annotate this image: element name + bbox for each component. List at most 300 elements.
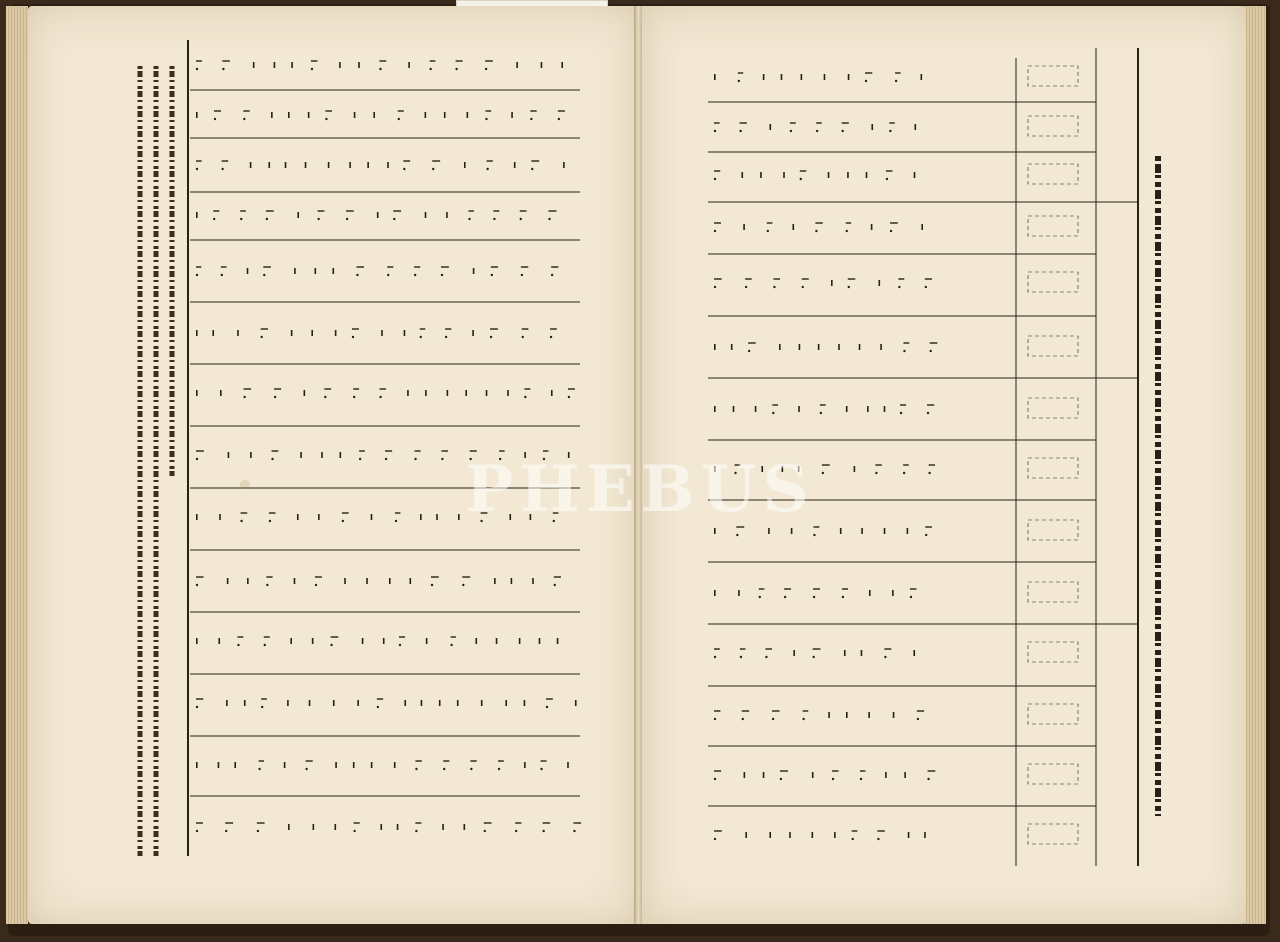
ink-mark: [196, 112, 198, 118]
ink-mark: [802, 718, 804, 720]
ink-mark: [861, 650, 863, 656]
ink-mark: [332, 268, 334, 274]
ink-mark: [714, 778, 716, 780]
ink-mark: [271, 458, 273, 460]
ink-mark: [455, 68, 457, 70]
ink-mark: [387, 274, 389, 276]
ink-mark: [253, 62, 255, 68]
ink-mark: [741, 172, 743, 178]
ink-mark: [738, 80, 740, 82]
ink-mark: [269, 520, 271, 522]
ink-mark: [714, 344, 716, 350]
ink-mark: [425, 112, 427, 118]
ink-mark: [840, 528, 842, 534]
ink-mark: [414, 458, 416, 460]
ink-mark: [311, 68, 313, 70]
ink-mark: [196, 458, 198, 460]
ink-mark: [475, 638, 477, 644]
ink-mark: [464, 162, 466, 168]
column-header-ink: [1028, 272, 1078, 292]
ink-mark: [551, 390, 553, 396]
ink-mark: [745, 286, 747, 288]
column-header-ink: [1028, 398, 1078, 418]
ink-mark: [789, 832, 791, 838]
ink-mark: [450, 644, 452, 646]
ink-mark: [548, 218, 550, 220]
ink-mark: [415, 768, 417, 770]
ink-mark: [791, 528, 793, 534]
ink-mark: [399, 644, 401, 646]
ink-mark: [266, 584, 268, 586]
ink-mark: [798, 406, 800, 412]
ink-mark: [822, 472, 824, 474]
ink-mark: [335, 824, 337, 830]
ink-mark: [813, 596, 815, 598]
ink-mark: [297, 212, 299, 218]
ink-mark: [760, 172, 762, 178]
ink-mark: [250, 452, 252, 458]
ink-mark: [765, 656, 767, 658]
ink-mark: [308, 112, 310, 118]
ink-mark: [287, 700, 289, 706]
ink-mark: [889, 130, 891, 132]
ink-mark: [790, 130, 792, 132]
ink-mark: [514, 162, 516, 168]
ink-mark: [425, 390, 427, 396]
ink-mark: [714, 178, 716, 180]
ink-mark: [485, 118, 487, 120]
ink-mark: [467, 112, 469, 118]
ink-mark: [271, 112, 273, 118]
ink-mark: [869, 590, 871, 596]
ink-mark: [445, 336, 447, 338]
ink-mark: [357, 700, 359, 706]
ink-spot: [240, 480, 250, 489]
column-header-ink: [1028, 66, 1078, 86]
ink-mark: [575, 700, 577, 706]
ink-mark: [247, 268, 249, 274]
ink-mark: [333, 700, 335, 706]
ink-mark: [321, 452, 323, 458]
ink-mark: [263, 274, 265, 276]
ink-mark: [524, 396, 526, 398]
page-edges-right: [1244, 6, 1266, 924]
ink-mark: [781, 74, 783, 80]
ink-mark: [844, 650, 846, 656]
ink-mark: [403, 168, 405, 170]
ink-mark: [779, 344, 781, 350]
ink-mark: [462, 584, 464, 586]
ink-mark: [561, 62, 563, 68]
ink-mark: [414, 274, 416, 276]
ink-mark: [563, 162, 565, 168]
ink-mark: [377, 706, 379, 708]
ink-mark: [377, 212, 379, 218]
ink-mark: [511, 112, 513, 118]
ink-mark: [291, 330, 293, 336]
ink-mark: [773, 286, 775, 288]
ink-mark: [349, 162, 351, 168]
ink-mark: [421, 700, 423, 706]
ink-mark: [408, 62, 410, 68]
ink-mark: [731, 344, 733, 350]
ink-mark: [415, 830, 417, 832]
ink-mark: [264, 644, 266, 646]
ink-mark: [439, 700, 441, 706]
ink-mark: [507, 390, 509, 396]
ink-mark: [221, 168, 223, 170]
ink-mark: [800, 178, 802, 180]
ink-mark: [927, 412, 929, 414]
ink-mark: [848, 74, 850, 80]
ink-mark: [892, 590, 894, 596]
ink-mark: [491, 274, 493, 276]
ink-mark: [268, 162, 270, 168]
ink-mark: [221, 274, 223, 276]
ink-mark: [816, 130, 818, 132]
ink-mark: [340, 452, 342, 458]
ink-mark: [550, 336, 552, 338]
ink-mark: [908, 832, 910, 838]
ink-mark: [530, 118, 532, 120]
ink-mark: [768, 528, 770, 534]
ink-mark: [196, 168, 198, 170]
ink-mark: [917, 718, 919, 720]
ink-mark: [867, 406, 869, 412]
ink-mark: [524, 762, 526, 768]
column-header-ink: [1028, 216, 1078, 236]
ink-mark: [740, 656, 742, 658]
ink-mark: [904, 772, 906, 778]
ink-mark: [780, 778, 782, 780]
ink-mark: [812, 656, 814, 658]
ink-mark: [813, 534, 815, 536]
ink-mark: [447, 390, 449, 396]
ink-mark: [284, 762, 286, 768]
ink-mark: [772, 718, 774, 720]
ink-mark: [366, 578, 368, 584]
ink-mark: [521, 274, 523, 276]
ink-mark: [886, 178, 888, 180]
ink-mark: [344, 578, 346, 584]
ink-mark: [362, 638, 364, 644]
ink-mark: [755, 406, 757, 412]
ink-mark: [261, 706, 263, 708]
column-header-ink: [1028, 764, 1078, 784]
ink-mark: [317, 218, 319, 220]
ink-mark: [237, 644, 239, 646]
ink-mark: [196, 638, 198, 644]
ink-mark: [225, 830, 227, 832]
ink-mark: [818, 344, 820, 350]
ink-mark: [371, 762, 373, 768]
ink-mark: [505, 700, 507, 706]
ink-mark: [838, 344, 840, 350]
ink-mark: [745, 832, 747, 838]
ink-mark: [861, 528, 863, 534]
ink-mark: [828, 172, 830, 178]
ink-mark: [903, 472, 905, 474]
ink-mark: [354, 112, 356, 118]
ink-mark: [444, 112, 446, 118]
ink-mark: [243, 118, 245, 120]
ink-mark: [848, 286, 850, 288]
ink-mark: [409, 578, 411, 584]
ink-mark: [486, 168, 488, 170]
ink-mark: [531, 168, 533, 170]
column-header-ink: [1028, 704, 1078, 724]
ink-mark: [470, 768, 472, 770]
ink-mark: [884, 656, 886, 658]
ink-mark: [486, 390, 488, 396]
ink-mark: [356, 274, 358, 276]
ink-mark: [880, 344, 882, 350]
ink-mark: [493, 218, 495, 220]
ink-mark: [247, 578, 249, 584]
ink-mark: [554, 584, 556, 586]
ink-mark: [714, 406, 716, 412]
ink-mark: [219, 514, 221, 520]
ink-mark: [339, 62, 341, 68]
ink-mark: [852, 838, 854, 840]
ink-mark: [432, 168, 434, 170]
ink-mark: [196, 274, 198, 276]
column-header-ink: [1028, 336, 1078, 356]
ink-mark: [325, 118, 327, 120]
ink-mark: [769, 832, 771, 838]
ink-mark: [379, 396, 381, 398]
ink-mark: [468, 218, 470, 220]
ink-mark: [832, 778, 834, 780]
ink-mark: [824, 74, 826, 80]
ink-mark: [342, 520, 344, 522]
ink-mark: [431, 584, 433, 586]
ink-mark: [907, 528, 909, 534]
ink-mark: [846, 406, 848, 412]
ink-mark: [828, 712, 830, 718]
ink-mark: [371, 514, 373, 520]
ink-mark: [842, 596, 844, 598]
ink-mark: [846, 230, 848, 232]
ink-mark: [511, 578, 513, 584]
ink-mark: [759, 596, 761, 598]
ink-mark: [213, 218, 215, 220]
ink-mark: [783, 172, 785, 178]
ink-mark: [568, 396, 570, 398]
ink-mark: [733, 406, 735, 412]
ink-mark: [767, 230, 769, 232]
ink-mark: [820, 412, 822, 414]
ink-mark: [291, 62, 293, 68]
ink-mark: [860, 778, 862, 780]
ink-mark: [288, 824, 290, 830]
ink-mark: [196, 390, 198, 396]
ink-mark: [714, 230, 716, 232]
ink-mark: [539, 638, 541, 644]
ink-mark: [522, 336, 524, 338]
ink-mark: [404, 700, 406, 706]
ink-mark: [558, 118, 560, 120]
column-header-ink: [1028, 520, 1078, 540]
ink-mark: [234, 762, 236, 768]
ink-mark: [831, 280, 833, 286]
ink-mark: [309, 700, 311, 706]
ink-mark: [220, 390, 222, 396]
ink-mark: [196, 830, 198, 832]
ink-mark: [546, 706, 548, 708]
column-header-ink: [1028, 642, 1078, 662]
ink-mark: [315, 268, 317, 274]
ink-mark: [305, 162, 307, 168]
ink-mark: [541, 62, 543, 68]
ink-mark: [925, 286, 927, 288]
ink-mark: [196, 212, 198, 218]
ink-mark: [214, 118, 216, 120]
ink-mark: [472, 330, 474, 336]
ink-mark: [353, 762, 355, 768]
ink-mark: [485, 68, 487, 70]
ink-mark: [380, 824, 382, 830]
ink-mark: [738, 590, 740, 596]
ink-mark: [297, 514, 299, 520]
column-header-ink: [1028, 582, 1078, 602]
ink-mark: [218, 762, 220, 768]
ink-mark: [540, 768, 542, 770]
ink-mark: [443, 768, 445, 770]
ink-mark: [714, 130, 716, 132]
ink-mark: [854, 466, 856, 472]
ink-mark: [300, 452, 302, 458]
ink-mark: [551, 274, 553, 276]
ink-mark: [847, 172, 849, 178]
ink-mark: [446, 212, 448, 218]
ink-mark: [742, 718, 744, 720]
ink-mark: [714, 74, 716, 80]
ink-mark: [900, 412, 902, 414]
ink-mark: [373, 112, 375, 118]
ink-mark: [393, 218, 395, 220]
ink-mark: [441, 274, 443, 276]
ink-mark: [425, 212, 427, 218]
ink-mark: [359, 458, 361, 460]
ink-mark: [841, 130, 843, 132]
ink-mark: [261, 336, 263, 338]
ink-mark: [748, 350, 750, 352]
ink-mark: [196, 584, 198, 586]
ink-mark: [330, 644, 332, 646]
column-header-ink: [1028, 824, 1078, 844]
ink-mark: [834, 832, 836, 838]
ink-mark: [875, 472, 877, 474]
ink-mark: [516, 62, 518, 68]
ink-mark: [921, 74, 923, 80]
ink-mark: [866, 172, 868, 178]
ink-mark: [928, 472, 930, 474]
ink-mark: [389, 578, 391, 584]
ink-mark: [196, 706, 198, 708]
ink-mark: [784, 596, 786, 598]
ink-mark: [801, 74, 803, 80]
ink-mark: [397, 824, 399, 830]
ink-mark: [312, 638, 314, 644]
ink-mark: [879, 280, 881, 286]
ink-mark: [328, 162, 330, 168]
ink-mark: [237, 330, 239, 336]
ink-mark: [335, 330, 337, 336]
ink-mark: [383, 638, 385, 644]
ink-mark: [484, 830, 486, 832]
ink-mark: [924, 832, 926, 838]
ink-mark: [859, 344, 861, 350]
ink-mark: [885, 772, 887, 778]
ink-mark: [465, 390, 467, 396]
ink-mark: [240, 520, 242, 522]
ink-mark: [496, 638, 498, 644]
ink-mark: [228, 452, 230, 458]
ink-mark: [212, 330, 214, 336]
ink-mark: [877, 838, 879, 840]
ink-mark: [739, 130, 741, 132]
ink-mark: [346, 218, 348, 220]
ink-mark: [893, 712, 895, 718]
ink-mark: [457, 700, 459, 706]
ink-mark: [714, 718, 716, 720]
ink-mark: [930, 350, 932, 352]
ink-mark: [218, 638, 220, 644]
ink-mark: [927, 778, 929, 780]
ink-mark: [404, 330, 406, 336]
ink-mark: [294, 578, 296, 584]
ink-mark: [353, 396, 355, 398]
column-header-ink: [1028, 164, 1078, 184]
ink-mark: [285, 162, 287, 168]
ink-mark: [227, 578, 229, 584]
ink-mark: [311, 330, 313, 336]
ink-mark: [921, 224, 923, 230]
ink-mark: [196, 68, 198, 70]
ink-mark: [498, 768, 500, 770]
ink-mark: [868, 712, 870, 718]
ink-mark: [490, 336, 492, 338]
ink-mark: [520, 218, 522, 220]
ink-mark: [793, 650, 795, 656]
ink-mark: [240, 218, 242, 220]
ink-mark: [430, 68, 432, 70]
ink-mark: [846, 712, 848, 718]
column-header-ink: [1028, 116, 1078, 136]
ink-mark: [714, 838, 716, 840]
ink-mark: [367, 162, 369, 168]
ink-mark: [763, 772, 765, 778]
ink-mark: [441, 458, 443, 460]
ink-mark: [313, 824, 315, 830]
ink-mark: [915, 124, 917, 130]
ink-mark: [196, 762, 198, 768]
ink-mark: [222, 68, 224, 70]
ink-mark: [352, 336, 354, 338]
ink-mark: [381, 330, 383, 336]
ink-mark: [532, 578, 534, 584]
ink-mark: [196, 330, 198, 336]
ink-mark: [250, 162, 252, 168]
ink-mark: [266, 218, 268, 220]
ink-mark: [903, 350, 905, 352]
ink-mark: [792, 224, 794, 230]
ink-mark: [274, 396, 276, 398]
ink-mark: [244, 700, 246, 706]
ink-mark: [714, 286, 716, 288]
ink-mark: [871, 224, 873, 230]
